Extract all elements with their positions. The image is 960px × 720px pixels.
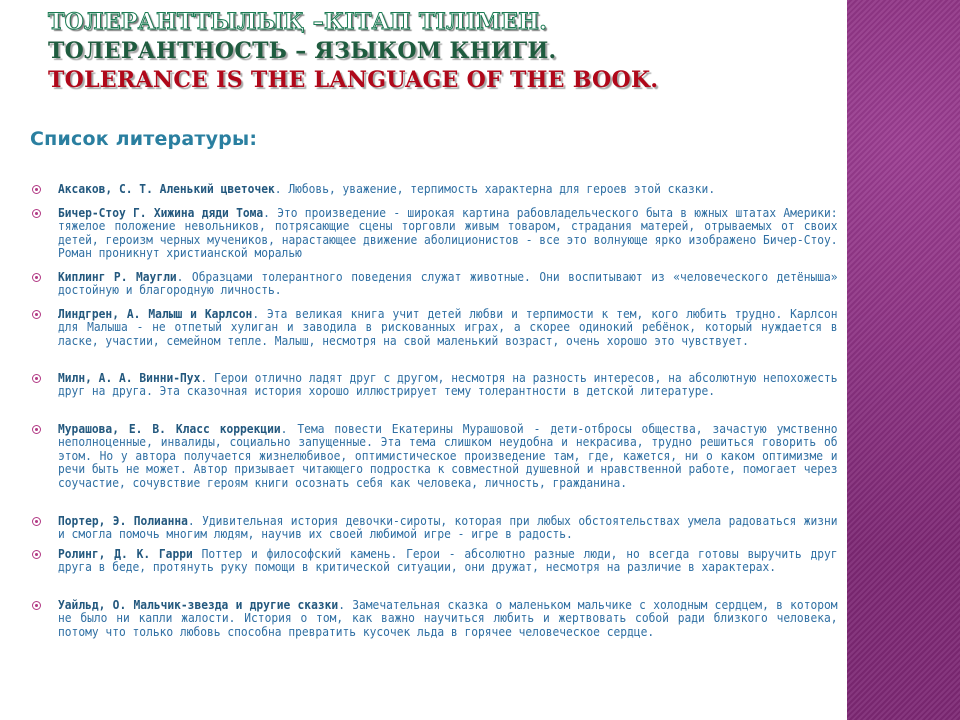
reference-title: Уайльд, О. Мальчик-звезда и другие сказки [58, 598, 339, 612]
bullet-icon [32, 185, 41, 194]
title-kazakh: ТОЛЕРАНТТЫЛЫҚ –КІТАП ТІЛІМЕН. [48, 9, 548, 35]
bibliography-heading: Список литературы: [30, 128, 258, 150]
bullet-icon [32, 209, 41, 218]
reference-annotation: . Удивительная история девочки-сироты, которая при любых обстоятельствах умела радоваться жизни и смогла помочь многим людям, научив их своей любимой игре - игре в радость. [58, 514, 838, 542]
reference-title: Милн, А. А. Винни-Пух [58, 371, 201, 385]
reference-title: Аксаков, С. Т. Аленький цветочек [58, 182, 275, 196]
reference-text [58, 548, 838, 575]
decorative-side-band [847, 0, 960, 720]
reference-text [58, 271, 838, 298]
list-item [30, 423, 836, 515]
list-item [30, 372, 836, 423]
reference-annotation: . Любовь, уважение, терпимость характерна для героев этой сказки. [274, 182, 716, 196]
bullet-icon [32, 374, 41, 383]
slide-title [48, 8, 828, 95]
reference-text [58, 515, 838, 542]
reference-annotation: . Образцами толерантного поведения служат животные. Они воспитывают из «человеческого детёныша» достойную и благородную личность. [58, 270, 838, 298]
bullet-icon [32, 550, 41, 559]
reference-title: Ролинг, Д. К. Гарри [58, 547, 193, 561]
bullet-icon [32, 310, 41, 319]
reference-title: Линдгрен, А. Малыш и Карлсон [58, 307, 253, 321]
reference-text [58, 423, 838, 490]
bullet-icon [32, 517, 41, 526]
list-item [30, 271, 836, 308]
list-item [30, 207, 836, 271]
bullet-icon [32, 425, 41, 434]
list-item [30, 599, 836, 659]
reference-text [58, 372, 838, 399]
reference-annotation: . Это произведение - широкая картина рабовладельческого быта в южных штатах Америки: тяжелое положение невольников, потрясающие сцены торговли живым товаром, страдания матерей, отрываемых от своих детей, героизм черных мучеников, нарастающее движение аболиционистов - все это волнующе ярко изображено Бичер-Стоу. Роман проникнут христианской моралью [58, 206, 838, 261]
reference-title: Мурашова, Е. В. Класс коррекции [58, 422, 281, 436]
reference-annotation: . Тема повести Екатерины Мурашовой - дети-отбросы общества, зачастую умственно неполноценные, инвалиды, социально запущенные. Эта тема слишком неудобна и некрасива, трудно решиться говорить об этом. Но у автора получается жизнелюбивое, оптимистическое произведение там, где, кажется, ни о каком оптимизме и речи быть не может. Автор призывает читающего подростка к совместной душевной и нравственной работе, помогает через соучастие, сочувствие героям книги осознать себя как человека, личность, гражданина. [58, 422, 838, 490]
reference-text [58, 183, 838, 196]
bullet-icon [32, 601, 41, 610]
reference-annotation: Поттер и философский камень. Герои - абсолютно разные люди, но всегда готовы выручить друг друга в беде, протянуть руку помощи в критической ситуации, они дружат, несмотря на различие в характерах. [58, 547, 838, 575]
reference-title: Бичер-Стоу Г. Хижина дяди Тома [58, 206, 264, 220]
bibliography-list [30, 183, 836, 659]
reference-title: Киплинг Р. Маугли [58, 270, 177, 284]
list-item [30, 183, 836, 207]
reference-annotation: . Эта великая книга учит детей любви и терпимости к тем, кого любить трудно. Карлсон для Малыша - не отпетый хулиган и заводила в рискованных играх, а скорее одинокий ребёнок, который нуждается в ласке, участии, семейном тепле. Малыш, несмотря на свой маленький возраст, очень хорошо это чувствует. [58, 307, 838, 348]
list-item [30, 548, 836, 599]
title-russian: ТОЛЕРАНТНОСТЬ – ЯЗЫКОМ КНИГИ. [48, 38, 557, 64]
list-item [30, 308, 836, 372]
reference-text [58, 599, 838, 639]
title-english: TOLERANCE IS THE LANGUAGE OF THE BOOK. [48, 67, 659, 93]
list-item [30, 515, 836, 548]
reference-annotation: . Замечательная сказка о маленьком мальчике с холодным сердцем, в котором не было ни капли жалости. История о том, как важно научиться любить и жертвовать собой ради близкого человека, потому что только любовь способна превратить кусочек льда в горячее человеческое сердце. [58, 598, 838, 639]
bullet-icon [32, 273, 41, 282]
reference-annotation: . Герои отлично ладят друг с другом, несмотря на разность интересов, на абсолютную непохожесть друг на друга. Эта сказочная история хорошо иллюстрирует тему толерантности в детской литературе. [58, 371, 838, 399]
reference-title: Портер, Э. Полианна [58, 514, 188, 528]
reference-text [58, 308, 838, 348]
reference-text [58, 207, 838, 261]
